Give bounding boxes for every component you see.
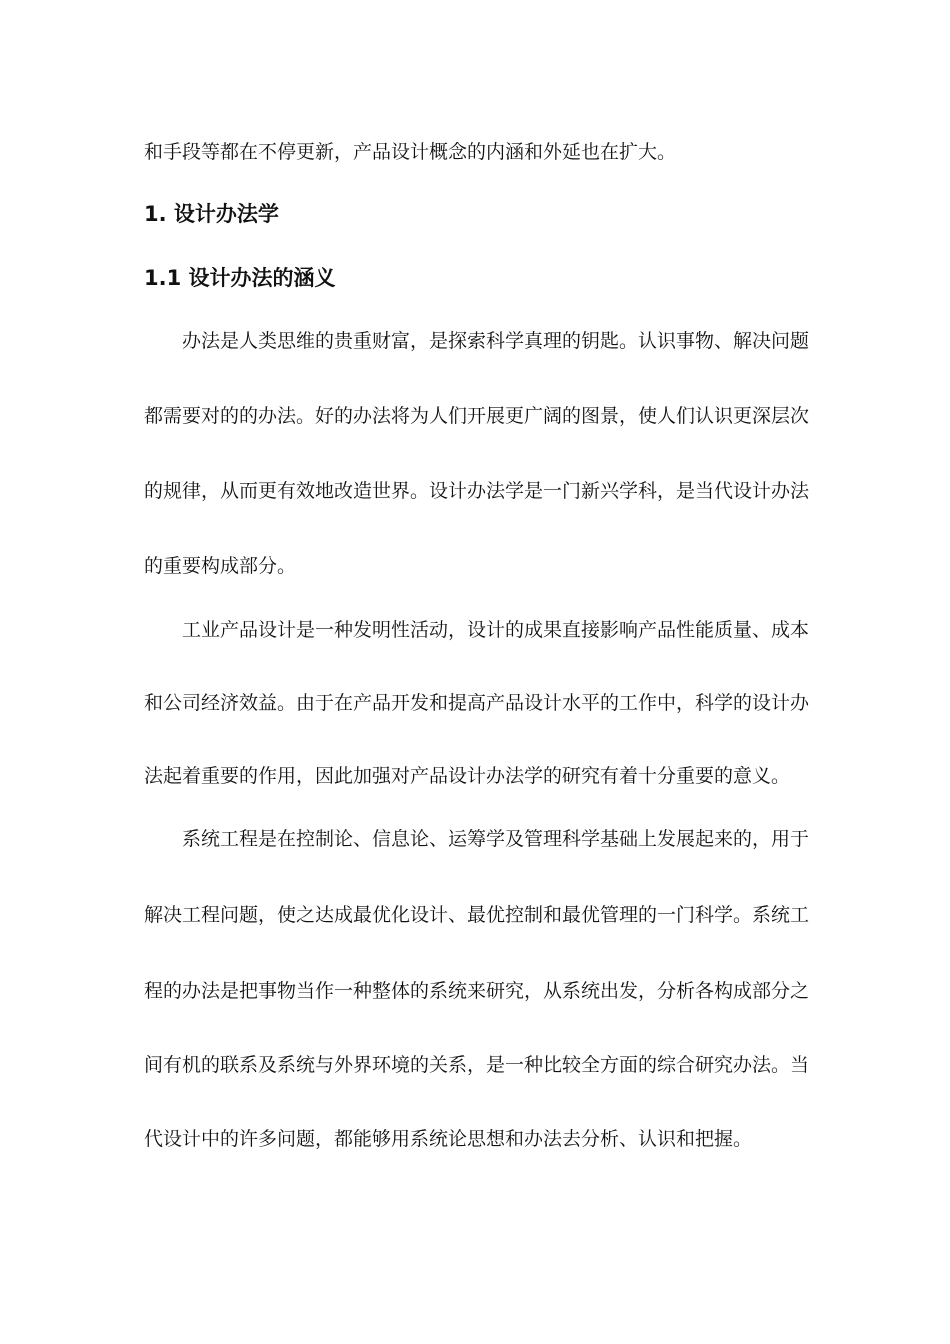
paragraph-1-line-3: 的规律，从而更有效地改造世界。设计办法学是一门新兴学科，是当代设计办法: [144, 480, 810, 502]
paragraph-2-line-2: 和公司经济效益。由于在产品开发和提高产品设计水平的工作中，科学的设计办: [144, 692, 810, 714]
paragraph-3-line-5: 代设计中的许多问题，都能够用系统论思想和办法去分析、认识和把握。: [144, 1128, 753, 1150]
paragraph-2-line-1: 工业产品设计是一种发明性活动，设计的成果直接影响产品性能质量、成本: [182, 619, 810, 641]
paragraph-3-line-1: 系统工程是在控制论、信息论、运筹学及管理科学基础上发展起来的，用于: [182, 828, 810, 850]
paragraph-1-line-4: 的重要构成部分。: [144, 555, 297, 577]
paragraph-2-line-3: 法起着重要的作用，因此加强对产品设计办法学的研究有着十分重要的意义。: [144, 765, 791, 787]
paragraph-3-line-3: 程的办法是把事物当作一种整体的系统来研究，从系统出发，分析各构成部分之: [144, 980, 810, 1002]
paragraph-1-line-1: 办法是人类思维的贵重财富，是探索科学真理的钥匙。认识事物、解决问题: [182, 330, 810, 352]
continuation-line: 和手段等都在不停更新，产品设计概念的内涵和外延也在扩大。: [144, 141, 677, 163]
section-heading: 1. 设计办法学: [144, 202, 279, 226]
paragraph-1-line-2: 都需要对的的办法。好的办法将为人们开展更广阔的图景，使人们认识更深层次: [144, 405, 810, 427]
subsection-heading: 1.1 设计办法的涵义: [144, 266, 336, 290]
paragraph-3-line-4: 间有机的联系及系统与外界环境的关系，是一种比较全方面的综合研究办法。当: [144, 1054, 810, 1076]
paragraph-3-line-2: 解决工程问题，使之达成最优化设计、最优控制和最优管理的一门科学。系统工: [144, 904, 810, 926]
